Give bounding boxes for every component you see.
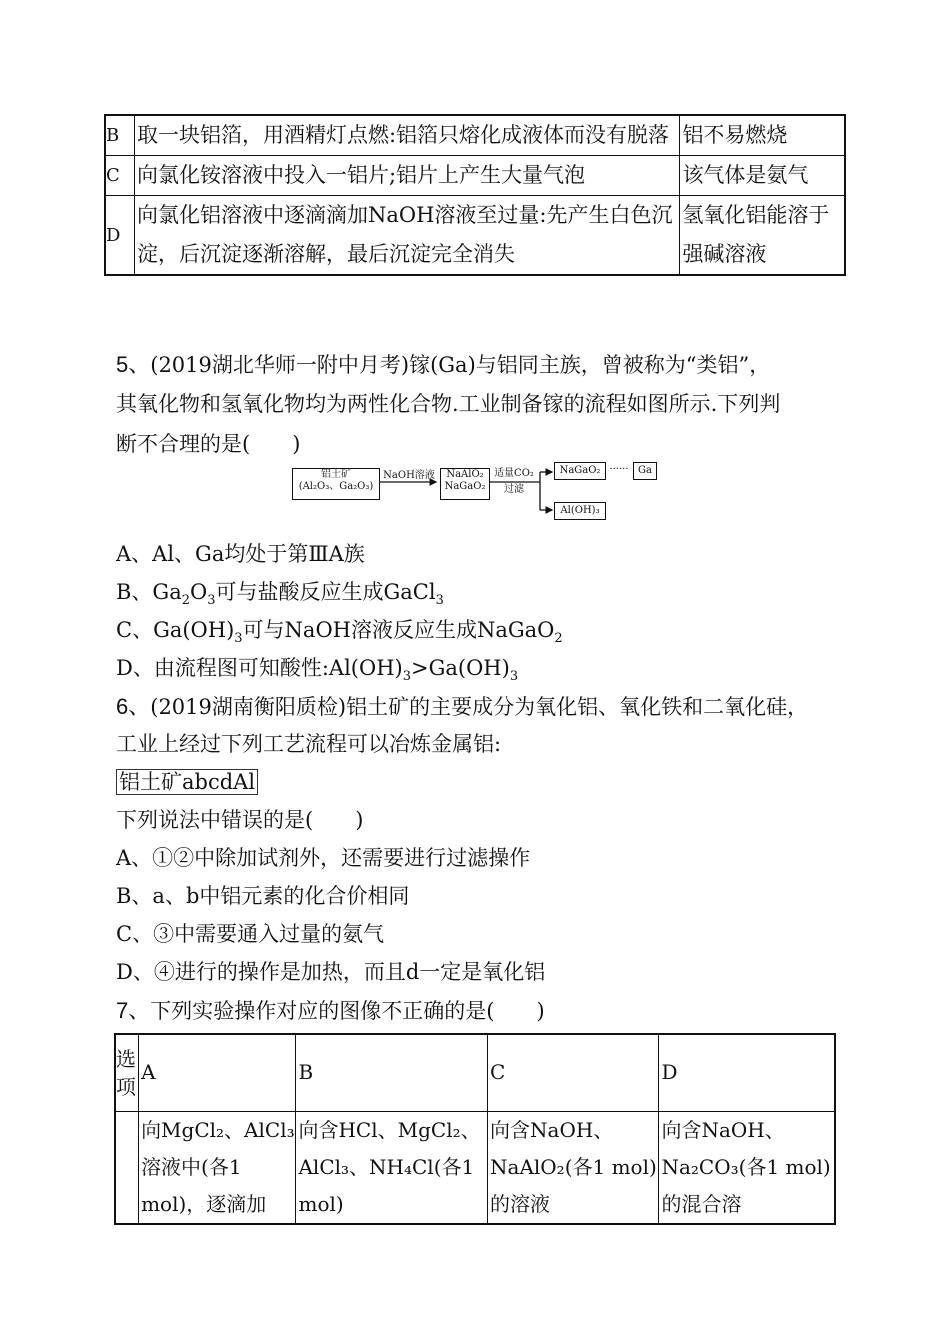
q5-line3: 断不合理的是( ) — [116, 432, 301, 456]
flow-box-bauxite — [292, 468, 380, 500]
flow-box-label: 铝土矿 — [321, 469, 351, 480]
row-description: 取一块铝箔，用酒精灯点燃:铝箔只熔化成液体而没有脱落 — [134, 115, 679, 156]
q5-option-d: D、由流程图可知酸性$:Al(OH)_3>Ga(OH)_3$ — [116, 656, 519, 685]
table-row — [105, 196, 845, 276]
table-row — [115, 1111, 835, 1224]
row-description: 向氯化铝溶液中逐滴滴加NaOH溶液至过量:先产生白色沉淀，后沉淀逐渐溶解，最后沉淀完全消失 — [134, 196, 679, 276]
q7-line1 — [116, 994, 545, 1025]
question-number: 6、 — [116, 694, 151, 719]
header-cell-c: C — [488, 1034, 659, 1111]
flow-arrow-label-bottom: 过滤 — [504, 484, 524, 495]
q6-flow-box: 铝土矿abcdAl — [116, 769, 258, 795]
table-row — [105, 156, 845, 196]
q5-option-a: A、Al、Ga均处于第ⅢA族 — [116, 542, 365, 566]
row-conclusion: 铝不易燃烧 — [680, 115, 845, 156]
header-cell-d: D — [659, 1034, 835, 1111]
q6-line1 — [116, 690, 808, 721]
gallium-process-flowchart — [290, 460, 660, 522]
q5-text: (2019湖北华师一附中月考)镓(Ga)与铝同主族，曾被称为“类铝”， — [150, 353, 771, 377]
header-cell-a: A — [139, 1034, 296, 1111]
q6-text: (2019湖南衡阳质检)铝土矿的主要成分为氧化铝、氧化铁和二氧化硅， — [150, 695, 809, 719]
flow-box-label: NaGaO₂ — [444, 481, 486, 492]
flow-box-aluminate-gallate — [440, 468, 490, 500]
cell-b: 向含HCl、MgCl₂、AlCl₃、NH₄Cl(各1 mol) — [296, 1111, 488, 1224]
options-table-q4 — [104, 114, 846, 276]
q6-stem: 下列说法中错误的是( ) — [116, 808, 364, 832]
question-number: 5、 — [116, 352, 151, 377]
q6-option-d: D、④进行的操作是加热，而且d一定是氧化铝 — [116, 960, 546, 984]
q5-line2: 其氧化物和氢氧化物均为两性化合物.工业制备镓的流程如图所示.下列判 — [116, 392, 781, 416]
question-number: 7、 — [116, 998, 151, 1023]
row-key-empty — [115, 1111, 139, 1224]
flow-box-nagao2: NaGaO₂ — [554, 462, 606, 480]
flow-arrow-label-top: 适量CO₂ — [494, 468, 534, 479]
row-key: D — [105, 196, 134, 276]
row-key: B — [105, 115, 134, 156]
q7-text: 下列实验操作对应的图像不正确的是( ) — [150, 999, 545, 1023]
flow-arrow-label: NaOH溶液 — [383, 470, 435, 481]
cell-d: 向含NaOH、Na₂CO₃(各1 mol)的混合溶 — [659, 1111, 835, 1224]
table-header-row — [115, 1034, 835, 1111]
table-row — [105, 115, 845, 156]
q6-option-c: C、③中需要通入过量的氨气 — [116, 922, 385, 946]
flow-box-label: NaAlO₂ — [446, 469, 484, 480]
cell-c: 向含NaOH、NaAlO₂(各1 mol)的溶液 — [488, 1111, 659, 1224]
options-table-q7 — [114, 1033, 836, 1225]
row-description: 向氯化铵溶液中投入一铝片;铝片上产生大量气泡 — [134, 156, 679, 196]
cell-a: 向MgCl₂、AlCl₃溶液中(各1 mol)，逐滴加 — [139, 1111, 296, 1224]
row-conclusion: 该气体是氨气 — [680, 156, 845, 196]
flow-dots: ······ — [609, 464, 629, 475]
flow-box-ga: Ga — [633, 462, 657, 480]
q6-option-b: B、a、b中铝元素的化合价相同 — [116, 884, 410, 908]
q5-option-b: B、$Ga_2O_3$可与盐酸反应生成GaCl$_3$ — [116, 580, 444, 609]
q6-option-a: A、①②中除加试剂外，还需要进行过滤操作 — [116, 846, 531, 870]
q5-option-c: C、$Ga(OH)_3$可与NaOH溶液反应生成NaGaO$_2$ — [116, 618, 563, 647]
flow-box-aloh3: Al(OH)₃ — [554, 502, 606, 520]
q6-flow — [116, 766, 258, 796]
row-key: C — [105, 156, 134, 196]
flow-box-label: (Al₂O₃、Ga₂O₃) — [298, 481, 374, 492]
q5-line1 — [116, 348, 770, 379]
header-cell-option: 选项 — [115, 1034, 139, 1111]
q6-line2: 工业上经过下列工艺流程可以冶炼金属铝: — [116, 732, 502, 756]
row-conclusion: 氢氧化铝能溶于强碱溶液 — [680, 196, 845, 276]
header-cell-b: B — [296, 1034, 488, 1111]
